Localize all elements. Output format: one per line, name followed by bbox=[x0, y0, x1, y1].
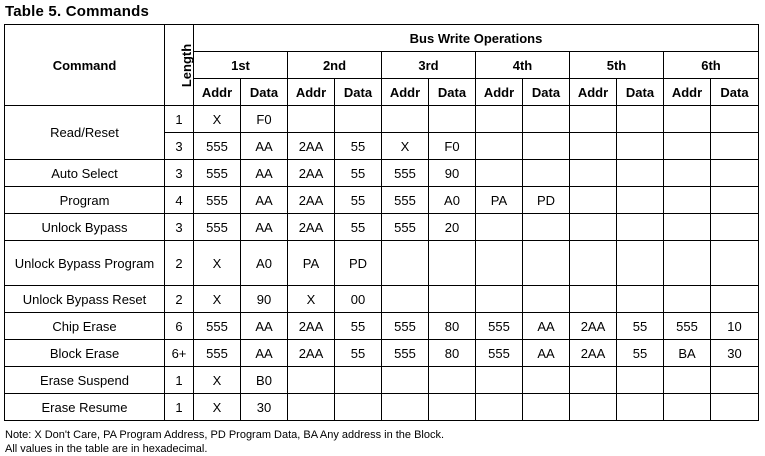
data-cell bbox=[523, 160, 570, 187]
data-cell bbox=[429, 241, 476, 286]
table-row bbox=[5, 394, 759, 421]
addr-cell: 2AA bbox=[288, 340, 335, 367]
addr-cell bbox=[476, 286, 523, 313]
length-cell: 4 bbox=[165, 187, 194, 214]
length-cell: 3 bbox=[165, 214, 194, 241]
addr-cell bbox=[382, 286, 429, 313]
data-cell bbox=[523, 286, 570, 313]
table-row bbox=[5, 241, 759, 286]
addr-cell bbox=[570, 214, 617, 241]
addr-cell: 555 bbox=[476, 340, 523, 367]
data-cell bbox=[429, 106, 476, 133]
addr-cell: 555 bbox=[382, 187, 429, 214]
data-cell bbox=[429, 286, 476, 313]
command-column-header: Command bbox=[5, 25, 165, 106]
ordinal-header: 4th bbox=[476, 52, 570, 79]
data-cell bbox=[711, 187, 759, 214]
addr-cell bbox=[476, 394, 523, 421]
addr-cell: 2AA bbox=[570, 340, 617, 367]
length-cell: 1 bbox=[165, 106, 194, 133]
data-cell: 55 bbox=[335, 133, 382, 160]
data-cell: 55 bbox=[335, 214, 382, 241]
addr-cell: PA bbox=[476, 187, 523, 214]
data-cell bbox=[711, 367, 759, 394]
table-row bbox=[5, 187, 759, 214]
data-cell bbox=[429, 367, 476, 394]
addr-cell bbox=[664, 367, 711, 394]
addr-cell: X bbox=[194, 367, 241, 394]
addr-cell bbox=[476, 106, 523, 133]
data-cell bbox=[335, 367, 382, 394]
data-cell bbox=[711, 160, 759, 187]
length-cell: 6+ bbox=[165, 340, 194, 367]
data-cell: AA bbox=[241, 160, 288, 187]
command-name: Auto Select bbox=[5, 160, 165, 187]
data-cell: F0 bbox=[241, 106, 288, 133]
addr-cell bbox=[288, 394, 335, 421]
length-column-header bbox=[165, 25, 194, 106]
data-cell bbox=[711, 214, 759, 241]
addr-cell: 555 bbox=[194, 160, 241, 187]
addr-cell: 555 bbox=[194, 187, 241, 214]
data-cell: PD bbox=[335, 241, 382, 286]
length-cell: 1 bbox=[165, 394, 194, 421]
data-cell: PD bbox=[523, 187, 570, 214]
addr-cell: BA bbox=[664, 340, 711, 367]
data-cell: B0 bbox=[241, 367, 288, 394]
length-cell: 3 bbox=[165, 160, 194, 187]
data-cell: AA bbox=[523, 313, 570, 340]
length-cell: 2 bbox=[165, 241, 194, 286]
length-header-label: Length bbox=[179, 43, 195, 87]
addr-cell: 555 bbox=[194, 214, 241, 241]
addr-cell bbox=[570, 106, 617, 133]
addr-header: Addr bbox=[194, 79, 241, 106]
table-row bbox=[5, 106, 759, 133]
table-note: Note: X Don't Care, PA Program Address, PD Program Data, BA Any address in the Block. bbox=[5, 429, 445, 441]
addr-cell bbox=[476, 241, 523, 286]
command-name: Unlock Bypass bbox=[5, 214, 165, 241]
data-cell bbox=[523, 241, 570, 286]
data-cell: AA bbox=[241, 340, 288, 367]
data-cell bbox=[523, 214, 570, 241]
command-name: Block Erase bbox=[5, 340, 165, 367]
data-cell: 55 bbox=[335, 340, 382, 367]
data-cell bbox=[617, 187, 664, 214]
data-cell: AA bbox=[241, 133, 288, 160]
data-cell bbox=[523, 394, 570, 421]
command-name: Erase Suspend bbox=[5, 367, 165, 394]
data-cell bbox=[617, 394, 664, 421]
commands-table bbox=[4, 24, 759, 421]
addr-cell: 2AA bbox=[288, 214, 335, 241]
addr-cell: X bbox=[194, 394, 241, 421]
data-cell bbox=[523, 133, 570, 160]
addr-cell bbox=[570, 394, 617, 421]
addr-cell bbox=[664, 133, 711, 160]
data-cell: 20 bbox=[429, 214, 476, 241]
addr-cell bbox=[570, 241, 617, 286]
addr-cell: X bbox=[194, 106, 241, 133]
table-row bbox=[5, 214, 759, 241]
data-cell: AA bbox=[241, 187, 288, 214]
data-cell bbox=[617, 133, 664, 160]
addr-cell bbox=[570, 133, 617, 160]
data-cell bbox=[617, 214, 664, 241]
data-cell: 55 bbox=[335, 187, 382, 214]
ordinal-header: 5th bbox=[570, 52, 664, 79]
length-cell: 6 bbox=[165, 313, 194, 340]
addr-cell: X bbox=[194, 241, 241, 286]
ordinal-header: 6th bbox=[664, 52, 759, 79]
command-name: Unlock Bypass Program bbox=[5, 241, 165, 286]
data-cell: 10 bbox=[711, 313, 759, 340]
addr-cell: X bbox=[194, 286, 241, 313]
addr-cell bbox=[476, 133, 523, 160]
table-note: All values in the table are in hexadecimal. bbox=[5, 443, 208, 455]
data-cell: A0 bbox=[429, 187, 476, 214]
addr-cell: 555 bbox=[664, 313, 711, 340]
data-cell: F0 bbox=[429, 133, 476, 160]
addr-header: Addr bbox=[382, 79, 429, 106]
data-cell bbox=[617, 160, 664, 187]
data-cell bbox=[711, 286, 759, 313]
data-cell bbox=[335, 106, 382, 133]
length-cell: 3 bbox=[165, 133, 194, 160]
addr-cell: 555 bbox=[382, 313, 429, 340]
data-cell: 00 bbox=[335, 286, 382, 313]
addr-cell bbox=[570, 286, 617, 313]
data-cell bbox=[711, 106, 759, 133]
addr-cell: X bbox=[382, 133, 429, 160]
command-name: Chip Erase bbox=[5, 313, 165, 340]
command-name: Program bbox=[5, 187, 165, 214]
addr-cell bbox=[476, 214, 523, 241]
length-cell: 1 bbox=[165, 367, 194, 394]
data-cell bbox=[617, 241, 664, 286]
data-cell: AA bbox=[523, 340, 570, 367]
addr-cell: 555 bbox=[382, 214, 429, 241]
data-cell: 80 bbox=[429, 313, 476, 340]
data-header: Data bbox=[523, 79, 570, 106]
table-title: Table 5. Commands bbox=[5, 3, 149, 20]
ordinal-header: 2nd bbox=[288, 52, 382, 79]
addr-cell: 555 bbox=[194, 133, 241, 160]
data-cell: 80 bbox=[429, 340, 476, 367]
data-cell: 30 bbox=[711, 340, 759, 367]
command-name: Erase Resume bbox=[5, 394, 165, 421]
table-row bbox=[5, 160, 759, 187]
data-cell bbox=[617, 286, 664, 313]
data-cell: 30 bbox=[241, 394, 288, 421]
data-cell: A0 bbox=[241, 241, 288, 286]
data-header: Data bbox=[617, 79, 664, 106]
bus-write-operations-header: Bus Write Operations bbox=[194, 25, 759, 52]
addr-cell: PA bbox=[288, 241, 335, 286]
addr-cell bbox=[382, 367, 429, 394]
addr-cell bbox=[570, 367, 617, 394]
addr-cell: 555 bbox=[382, 160, 429, 187]
data-cell: 55 bbox=[617, 340, 664, 367]
addr-cell: 2AA bbox=[288, 313, 335, 340]
addr-cell: 555 bbox=[382, 340, 429, 367]
table-row bbox=[5, 286, 759, 313]
addr-cell: 2AA bbox=[288, 187, 335, 214]
addr-header: Addr bbox=[288, 79, 335, 106]
addr-cell: X bbox=[288, 286, 335, 313]
data-header: Data bbox=[429, 79, 476, 106]
length-cell: 2 bbox=[165, 286, 194, 313]
addr-cell: 555 bbox=[476, 313, 523, 340]
addr-cell bbox=[664, 241, 711, 286]
addr-cell: 2AA bbox=[288, 133, 335, 160]
data-cell: 55 bbox=[335, 160, 382, 187]
addr-cell: 2AA bbox=[288, 160, 335, 187]
addr-cell bbox=[664, 160, 711, 187]
command-name: Unlock Bypass Reset bbox=[5, 286, 165, 313]
addr-cell bbox=[664, 394, 711, 421]
data-cell: AA bbox=[241, 214, 288, 241]
table-row bbox=[5, 340, 759, 367]
addr-cell bbox=[382, 106, 429, 133]
data-header: Data bbox=[711, 79, 759, 106]
addr-cell bbox=[664, 286, 711, 313]
data-cell bbox=[335, 394, 382, 421]
addr-cell bbox=[664, 106, 711, 133]
addr-cell bbox=[570, 187, 617, 214]
ordinal-header: 3rd bbox=[382, 52, 476, 79]
data-cell bbox=[523, 106, 570, 133]
data-cell bbox=[617, 106, 664, 133]
data-cell: 55 bbox=[335, 313, 382, 340]
data-cell: 55 bbox=[617, 313, 664, 340]
addr-cell bbox=[288, 367, 335, 394]
table-row bbox=[5, 313, 759, 340]
data-cell: 90 bbox=[241, 286, 288, 313]
data-cell bbox=[523, 367, 570, 394]
addr-cell bbox=[382, 241, 429, 286]
addr-header: Addr bbox=[664, 79, 711, 106]
addr-cell: 555 bbox=[194, 313, 241, 340]
addr-cell bbox=[664, 187, 711, 214]
addr-cell bbox=[570, 160, 617, 187]
addr-header: Addr bbox=[476, 79, 523, 106]
addr-cell bbox=[382, 394, 429, 421]
addr-cell bbox=[664, 214, 711, 241]
data-cell bbox=[429, 394, 476, 421]
data-header: Data bbox=[241, 79, 288, 106]
data-header: Data bbox=[335, 79, 382, 106]
addr-cell bbox=[476, 160, 523, 187]
data-cell bbox=[711, 241, 759, 286]
addr-header: Addr bbox=[570, 79, 617, 106]
addr-cell: 2AA bbox=[570, 313, 617, 340]
data-cell bbox=[711, 394, 759, 421]
data-cell bbox=[617, 367, 664, 394]
command-name: Read/Reset bbox=[5, 106, 165, 160]
data-cell: AA bbox=[241, 313, 288, 340]
data-cell: 90 bbox=[429, 160, 476, 187]
addr-cell: 555 bbox=[194, 340, 241, 367]
table-row bbox=[5, 367, 759, 394]
addr-cell bbox=[476, 367, 523, 394]
data-cell bbox=[711, 133, 759, 160]
addr-cell bbox=[288, 106, 335, 133]
ordinal-header: 1st bbox=[194, 52, 288, 79]
